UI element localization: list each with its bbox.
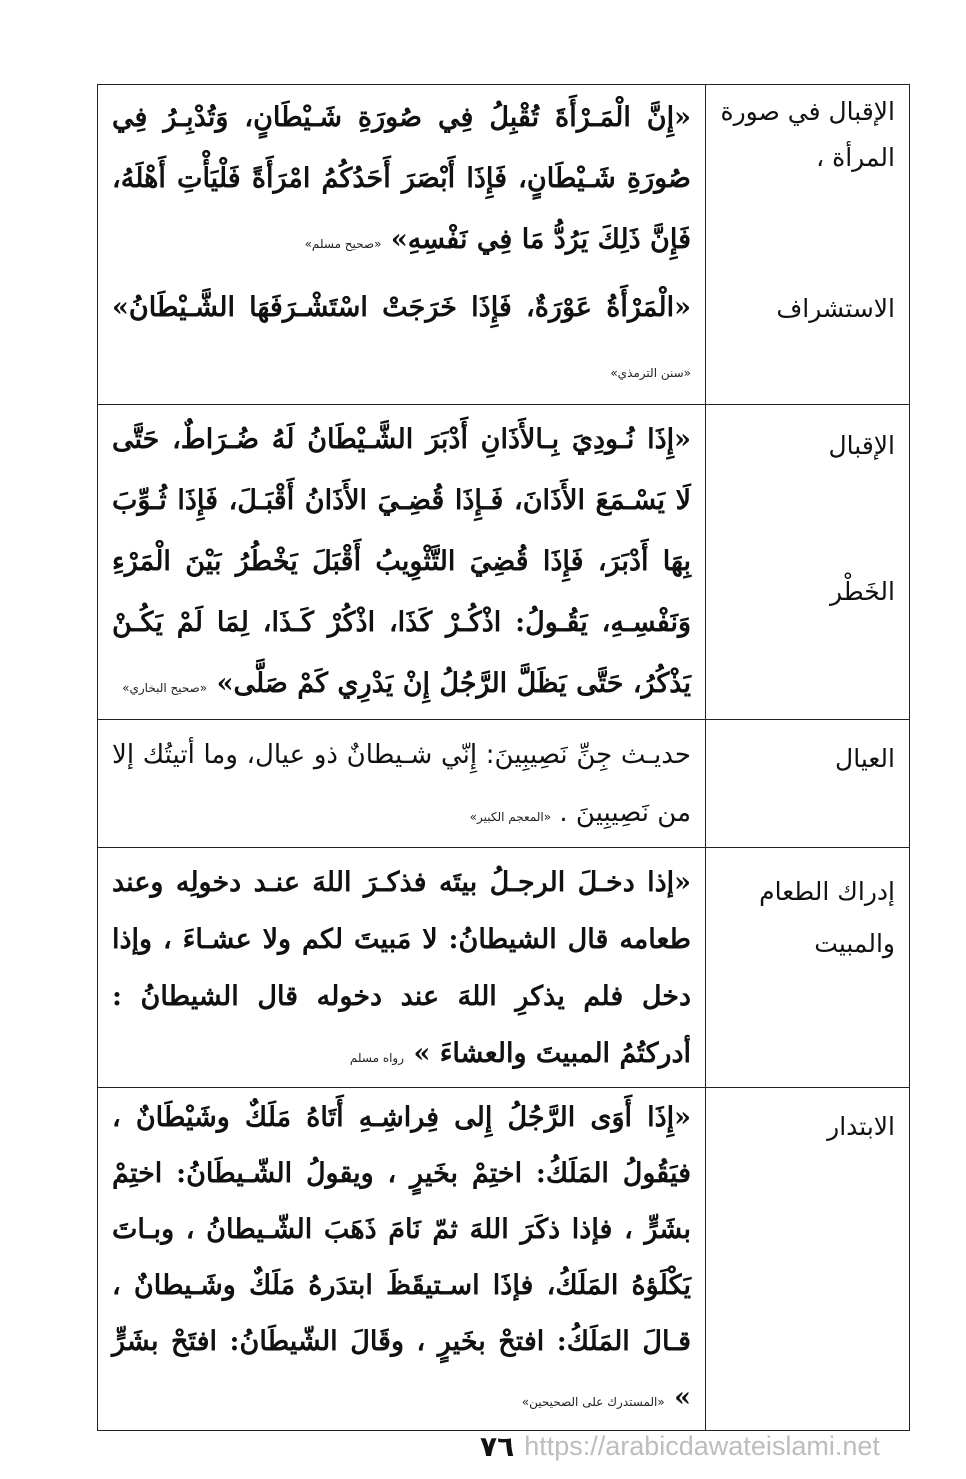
source-citation: رواه مسلم (349, 1051, 405, 1065)
topic-label: الخَطْر (829, 577, 895, 606)
quote-text: «الْمَرْأَةُ عَوْرَةٌ، فَإِذَا خَرَجَتْ اسْتَشْـرَفَهَا الشَّـيْطَانُ» (112, 292, 691, 323)
source-citation: «صحيح مسلم» (304, 237, 382, 251)
topic-cell (706, 85, 910, 405)
hadith-text (112, 1090, 691, 1430)
topic-cell (706, 848, 910, 1088)
table-row (98, 405, 910, 720)
quote-text: حديـث جِنِّ نَصِيبِينَ: إِنّي شـيطانٌ ذو عيال، وما أتيتُك إلا من نَصِيبِينَ . (112, 740, 691, 828)
hadith-cell (98, 405, 706, 720)
hadith-cell (98, 85, 706, 405)
topic-cell (706, 405, 910, 720)
content-table (97, 84, 910, 1431)
topic-label: الابتدار (827, 1112, 895, 1141)
source-citation: «صحيح البخاري» (122, 681, 208, 695)
quote-text: «إِذَا أَوَى الرَّجُلُ إِلى فِراشِـهِ أَتَاهُ مَلَكٌ وشَيْطَانٌ ، فيَقُولُ المَلَكُ: اختِمْ بخَيرٍ ، ويقولُ الشّـيطَانُ: اختِمْ بشَرٍّ ، فإذا ذكَرَ اللهَ ثمّ نَامَ ذَهَبَ الشّـيطانُ ، وبـاتَ يَكْلَؤهُ المَلَكُ، فإذَا اسـتيقَظَ ابتدَرهُ مَلَكٌ وشَـيطانٌ ، قـالَ المَلَكُ: افتحْ بخَيرٍ ، وقَالَ الشّيطَانُ: افتَحْ بشَرٍّ » (112, 1102, 691, 1413)
topic-label: الإقبال (828, 431, 895, 460)
table-row (98, 720, 910, 848)
hadith-text (112, 87, 691, 275)
topic-cell (706, 1088, 910, 1431)
table-row (98, 1088, 910, 1431)
hadith-cell (98, 720, 706, 848)
page-number: ٧٦ (480, 1429, 515, 1463)
table-row (98, 848, 910, 1088)
page-footer (480, 1426, 910, 1466)
topic-label: إدراك الطعام والمبيت (759, 877, 895, 958)
hadith-text (112, 409, 691, 719)
hadith-text (112, 854, 691, 1087)
hadith-cell (98, 1088, 706, 1431)
source-citation: «المعجم الكبير» (469, 810, 552, 824)
quote-text: «إِذَا نُـودِيَ بِـالأَذَانِ أَدْبَرَ الشَّـيْطَانُ لَهُ ضُـرَاطٌ، حَتَّى لَا يَسْـمَعَ الأَذَانَ، فَـإِذَا قُضِـيَ الأَذَانُ أَقْبَـلَ، فَإِذَا ثُـوِّبَ بِهَا أَدْبَرَ، فَإِذَا قُضِيَ التَّثْوِيبُ أَقْبَلَ يَخْطُرُ بَيْنَ الْمَرْءِ وَنَفْسِـهِ، يَقُـولُ: اذْكُـرْ كَذَا، اذْكُرْ كَـذَا، لِمَا لَمْ يَكُـنْ يَذْكُرُ، حَتَّى يَظَلَّ الرَّجُلُ إِنْ يَدْرِي كَمْ صَلَّى» (112, 424, 691, 699)
topic-label: الاستشراف (776, 294, 895, 323)
topic-cell (706, 720, 910, 848)
source-citation: «سنن الترمذي» (610, 366, 691, 380)
website-url: https://arabicdawateislami.net (524, 1430, 880, 1461)
table-row (98, 85, 910, 405)
quote-text: «إِنَّ الْمَـرْأَةَ تُقْبِلُ فِي صُورَةِ شَـيْطَانٍ، وَتُدْبِـرُ فِي صُورَةِ شَـيْطَانٍ، فَإِذَا أَبْصَرَ أَحَدُكُمُ امْرَأَةً فَلْيَأْتِ أَهْلَهُ، فَإِنَّ ذَلِكَ يَرُدُّ مَا فِي نَفْسِهِ» (112, 102, 691, 255)
quote-text: «إذا دخـلَ الرجـلُ بيتَه فذكـرَ اللهَ عنـد دخولِه وعند طعامه قال الشيطانُ: لا مَبيتَ لكم ولا عشـاءَ ، وإذا دخل فلم يذكرِ اللهَ عند دخوله قال الشيطانُ : أدركتُمُ المبيتَ والعشاءَ » (112, 867, 691, 1069)
hadith-cell (98, 848, 706, 1088)
source-citation: «المستدرك على الصحيحين» (521, 1395, 665, 1409)
topic-label: العيال (835, 744, 895, 773)
hadith-text (112, 277, 691, 404)
topic-label: الإقبال في صورة المرأة ، (720, 97, 895, 172)
hadith-text (112, 726, 691, 846)
